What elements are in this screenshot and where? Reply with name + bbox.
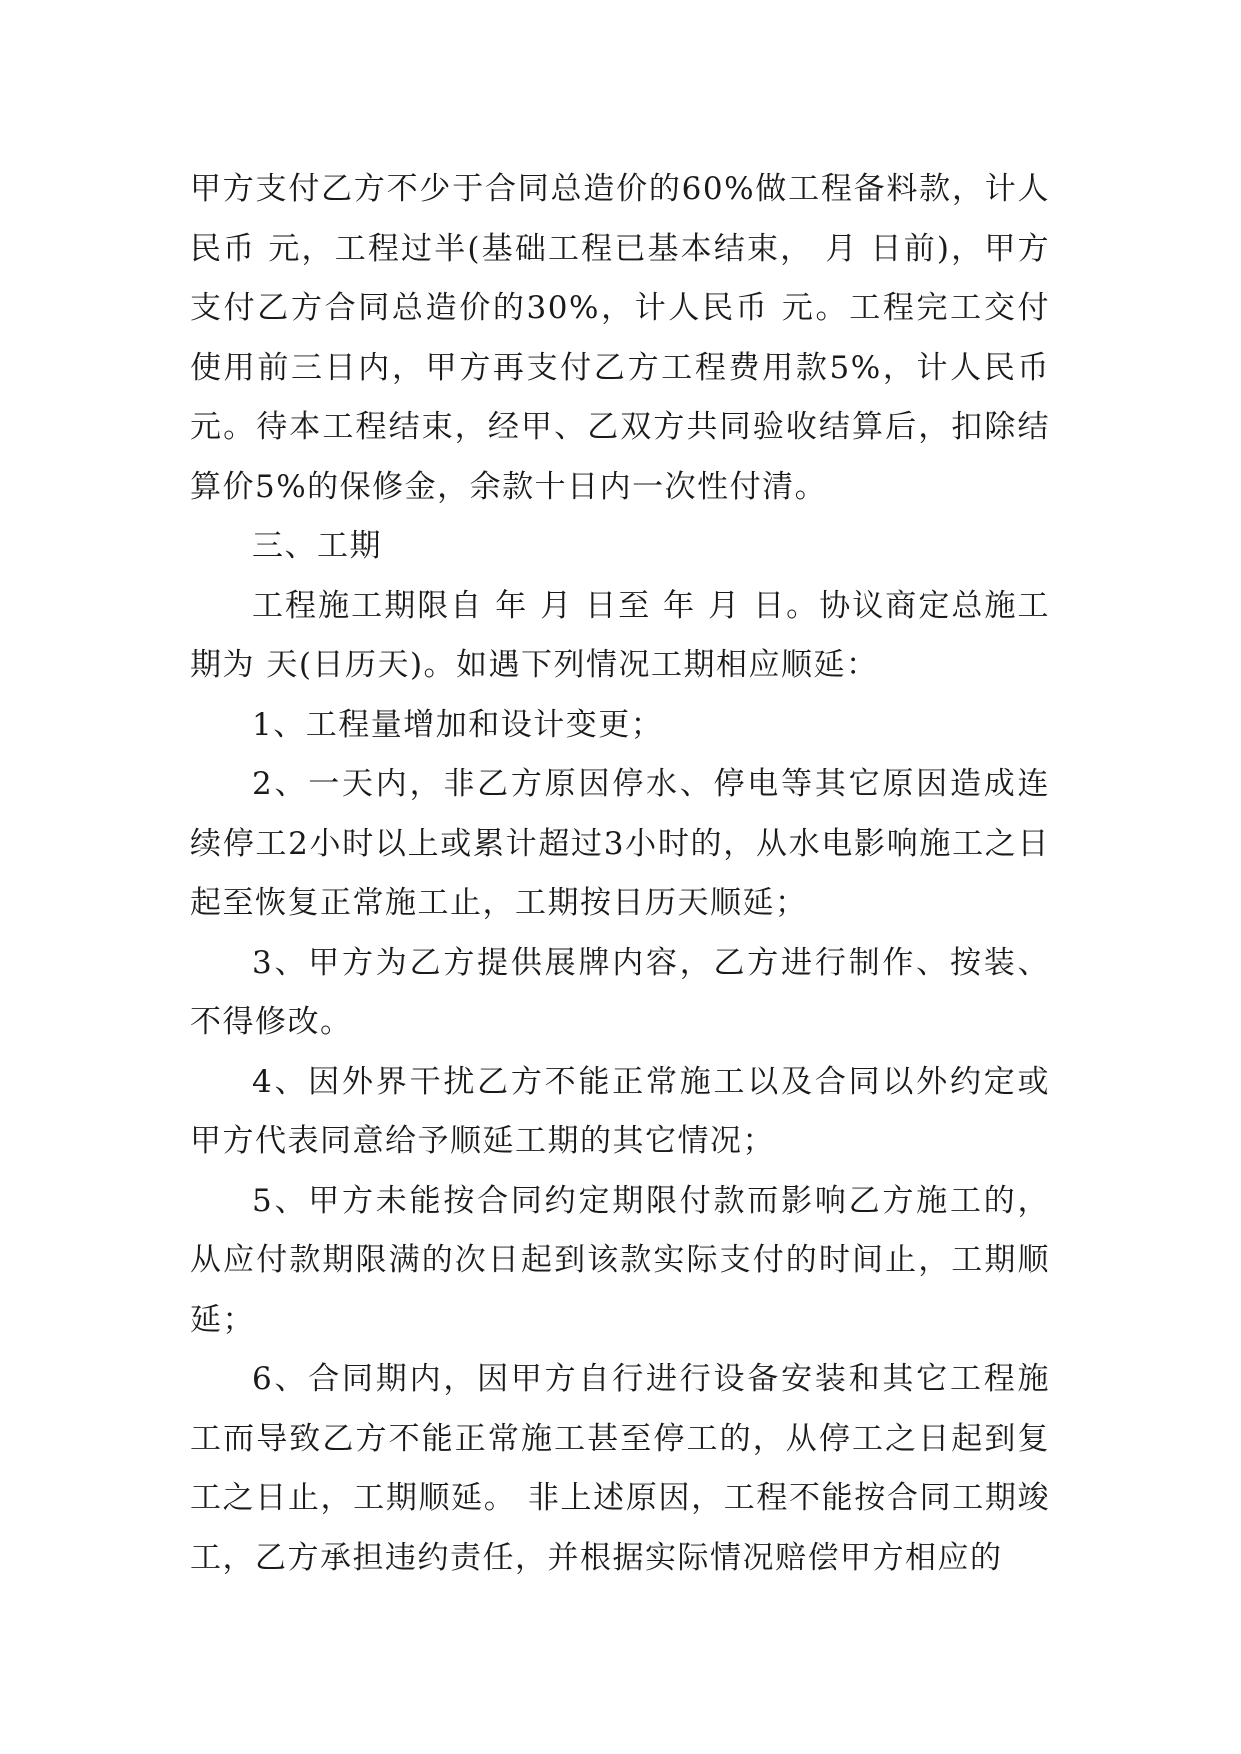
list-item-2: 2、一天内，非乙方原因停水、停电等其它原因造成连续停工2小时以上或累计超过3小时的，从水电影响施工之日起至恢复正常施工止，工期按日历天顺延； — [190, 766, 1050, 921]
list-item-5: 5、甲方未能按合同约定期限付款而影响乙方施工的，从应付款期限满的次日起到该款实际支付的时间止，工期顺延； — [190, 1182, 1050, 1338]
list-item-4: 4、因外界干扰乙方不能正常施工以及合同以外约定或甲方代表同意给予顺延工期的其它情况； — [190, 1063, 1050, 1159]
section-heading-schedule: 三、工期 — [252, 528, 382, 564]
document-body — [190, 160, 1050, 1588]
list-item-6: 6、合同期内，因甲方自行进行设备安装和其它工程施工而导致乙方不能正常施工甚至停工的，从停工之日起到复工之日止，工期顺延。 非上述原因，工程不能按合同工期竣工，乙方承担违约责任，并根据实际情况赔偿甲方相应的 — [190, 1361, 1050, 1576]
list-item-1: 1、工程量增加和设计变更； — [252, 706, 664, 743]
paragraph-construction-period: 工程施工期限自 年 月 日至 年 月 日。协议商定总施工期为 天(日历天)。如遇下列情况工期相应顺延： — [190, 587, 1050, 683]
list-item-3: 3、甲方为乙方提供展牌内容，乙方进行制作、按装、不得修改。 — [190, 944, 1050, 1040]
paragraph-payment-terms: 甲方支付乙方不少于合同总造价的60%做工程备料款，计人民币 元，工程过半(基础工程已基本结束， 月 日前)，甲方支付乙方合同总造价的30%，计人民币 元。工程完工交付使用前三日内，甲方再支付乙方工程费用款5%，计人民币 元。待本工程结束，经甲、乙双方共同验收结算后，扣除结算价5%的保修金，余款十日内一次性付清。 — [190, 171, 1050, 505]
